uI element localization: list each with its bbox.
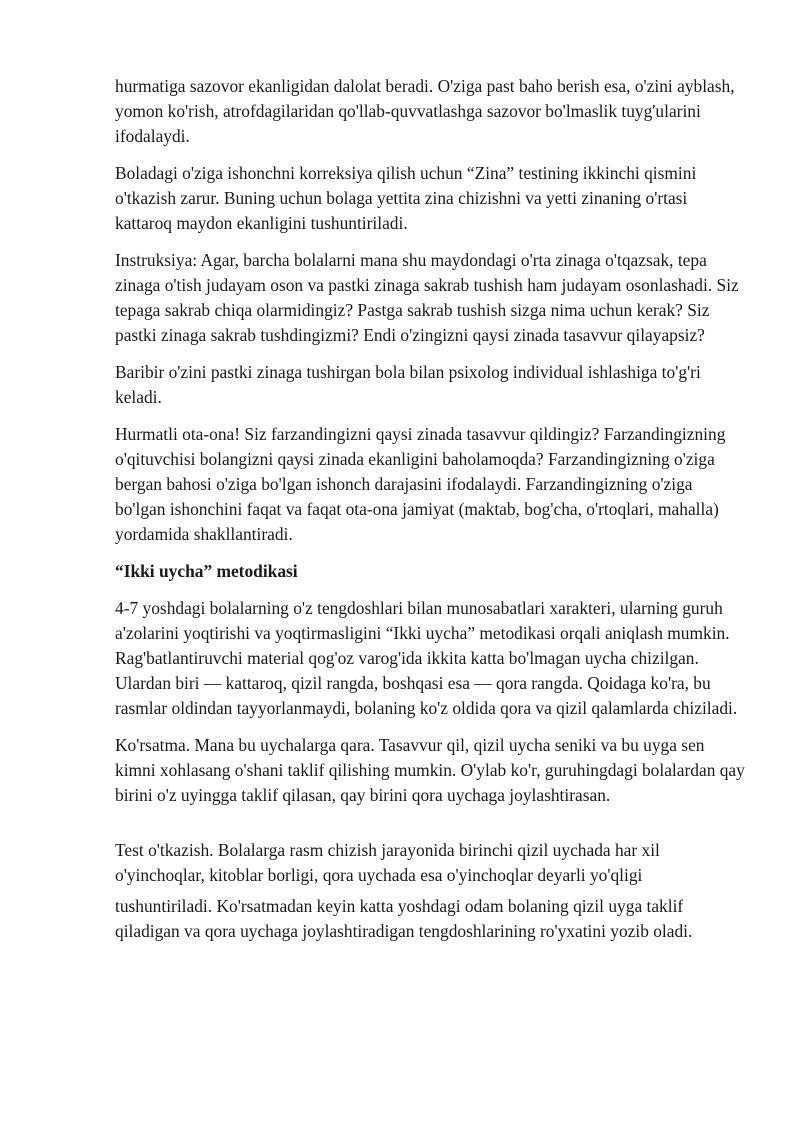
paragraph-individual-work: Baribir o'zini pastki zinaga tushirgan bola bilan psixolog individual ishlashiga to'g'ri keladi. [115,362,701,407]
paragraph-test-procedure: Test o'tkazish. Bolalarga rasm chizish jarayonida birinchi qizil uychada har xil o'yinchoqlar, kitoblar borligi, qora uychada esa o'yinchoqlar deyarli yo'qligi [115,840,660,885]
paragraph-test-continuation: tushuntiriladi. Ko'rsatmadan keyin katta yoshdagi odam bolaning qizil uyga taklif qiladigan va qora uychaga joylashtiradigan tengdoshlarining ro'yxatini yozib oladi. [115,896,693,941]
paragraph-method-description: 4-7 yoshdagi bolalarning o'z tengdoshlari bilan munosabatlari xarakteri, ularning guruh a'zolarini yoqtirishi va yoqtirmasligini “Ikki uycha” metodikasi orqali aniqlash mumkin. Rag'batlantiruvchi material qog'oz varog'ida ikkita katta bo'lmagan uycha chizilgan. Ulardan biri — kattaroq, qizil rangda, boshqasi esa — qora rangda. Qoidaga ko'ra, bu rasmlar oldindan tayyorlanmaydi, bolaning ko'z oldida qora va qizil qalamlarda chiziladi. [115,598,738,718]
document-body [115,74,745,956]
section-heading: “Ikki uycha” metodikasi [115,561,298,581]
paragraph-guidance: Ko'rsatma. Mana bu uychalarga qara. Tasavvur qil, qizil uycha seniki va bu uyga sen kimni xohlasang o'shani taklif qilishing mumkin. O'ylab ko'r, guruhingdagi bolalardan qay birini o'z uyingga taklif qilasan, qay birini qora uychaga joylashtirasan. [115,735,745,805]
paragraph-self-esteem-end: hurmatiga sazovor ekanligidan dalolat beradi. O'ziga past baho berish esa, o'zini ayblash, yomon ko'rish, atrofdagilaridan qo'llab-quvvatlashga sazovor bo'lmaslik tuyg'ularini ifodalaydi. [115,76,735,146]
paragraph-zina-correction: Boladagi o'ziga ishonchni korreksiya qilish uchun “Zina” testining ikkinchi qismini o'tkazish zarur. Buning uchun bolaga yettita zina chizishni va yetti zinaning o'rtasi kattaroq maydon ekanligini tushuntiriladi. [115,163,697,233]
paragraph-instruction: Instruksiya: Agar, barcha bolalarni mana shu maydondagi o'rta zinaga o'tqazsak, tepa zinaga o'tish judayam oson va pastki zinaga sakrab tushish ham judayam osonlashadi. Siz tepaga sakrab chiqa olarmidingiz? Pastga sakrab tushish sizga nima uchun kerak? Siz pastki zinaga sakrab tushdingizmi? Endi o'zingizni qaysi zinada tasavvur qilayapsiz? [115,250,739,345]
paragraph-parents: Hurmatli ota-ona! Siz farzandingizni qaysi zinada tasavvur qildingiz? Farzandingizning o'qituvchisi bolangizni qaysi zinada ekanligini baholamoqda? Farzandingizning o'ziga bergan bahosi o'ziga bo'lgan ishonch darajasini ifodalaydi. Farzandingizning o'ziga bo'lgan ishonchini faqat va faqat ota-ona jamiyat (maktab, bog'cha, o'rtoqlari, mahalla) yordamida shakllantiradi. [115,424,726,544]
